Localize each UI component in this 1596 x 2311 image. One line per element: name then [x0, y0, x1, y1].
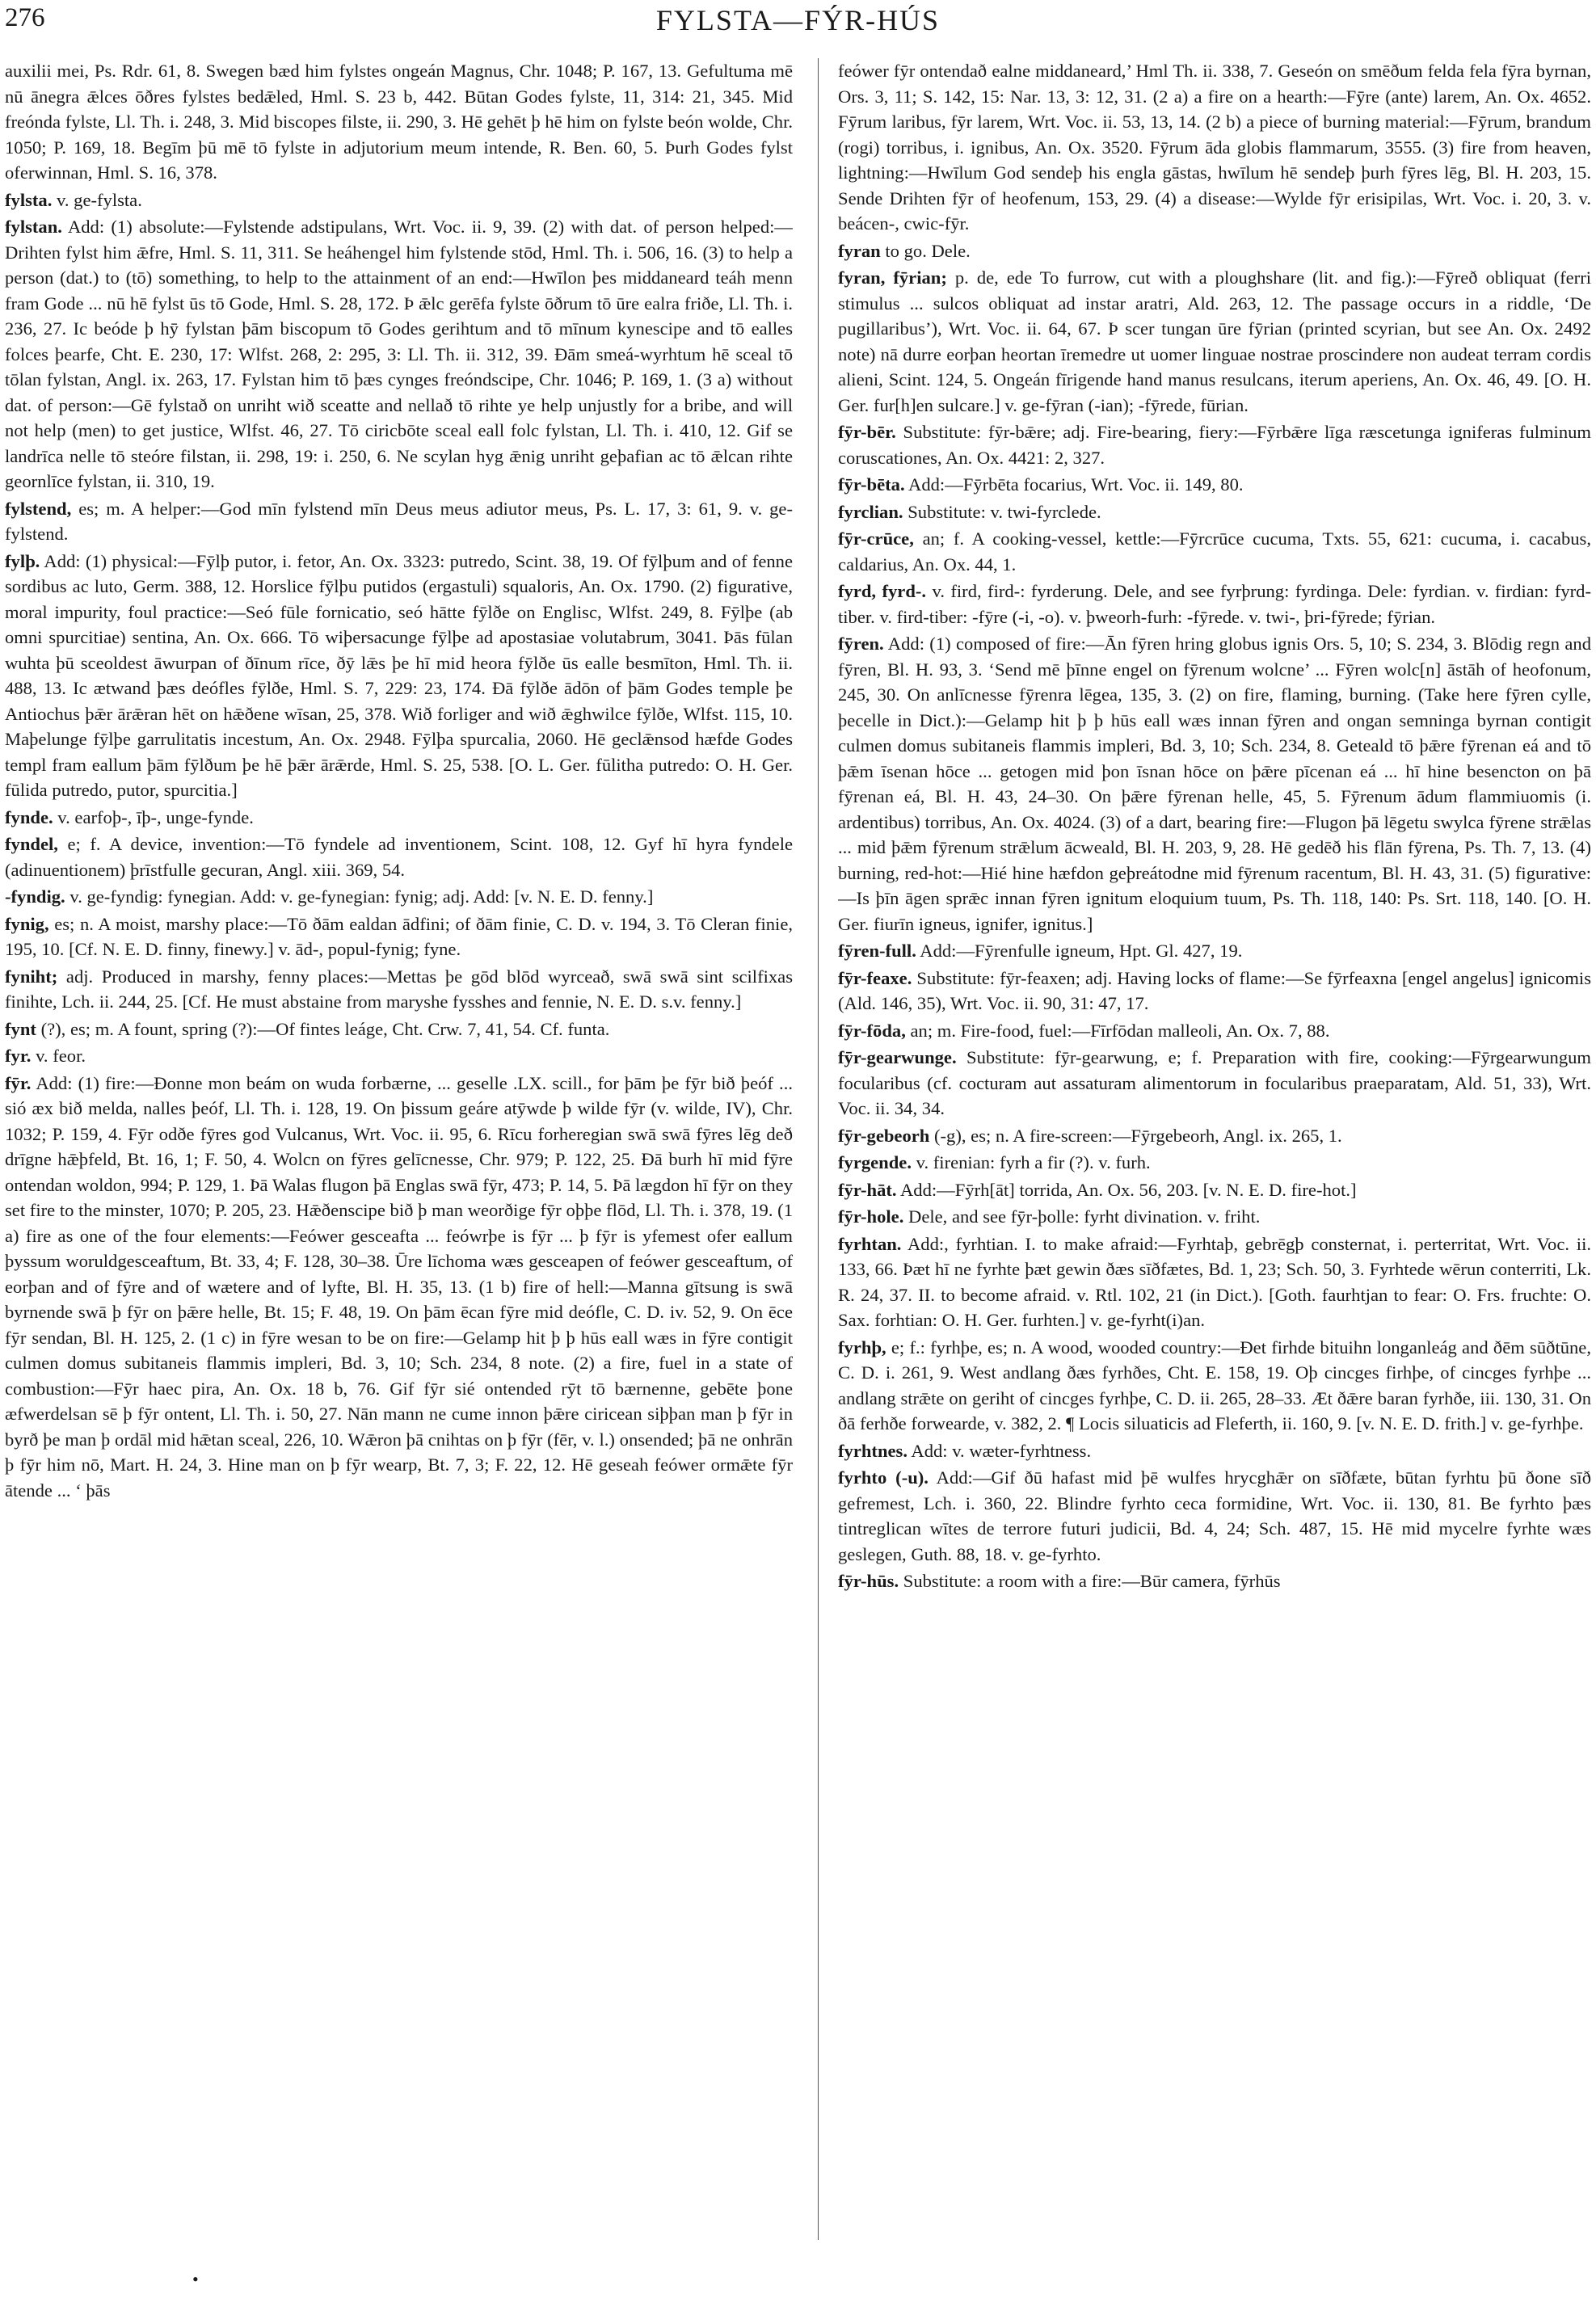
column-divider — [818, 58, 819, 2240]
entry-headword: fȳr-hāt. — [838, 1179, 897, 1200]
entry-headword: fynde. — [5, 806, 53, 827]
dictionary-entry — [838, 1231, 1591, 1333]
entry-headword: fȳr-bēta. — [838, 474, 905, 495]
dictionary-entry — [838, 499, 1591, 525]
dictionary-entry — [838, 1123, 1591, 1149]
dictionary-entry — [838, 238, 1591, 264]
entry-definition: Add:—Fȳrenfulle igneum, Hpt. Gl. 427, 19. — [920, 941, 1243, 961]
dictionary-entry — [838, 419, 1591, 470]
entry-headword: fynt — [5, 1018, 36, 1039]
dictionary-entry — [838, 1045, 1591, 1122]
entry-definition: es; n. A moist, marshy place:—Tō ðām ealdan ādfini; of ðām finie, C. D. v. 194, 3. Tō Cleran finie, 195, 10. [Cf. N. E. D. finny, finewy.] v. ād-, popul-fynig; fyne. — [5, 913, 793, 959]
entry-headword: fyrgende. — [838, 1152, 912, 1172]
entry-definition: Substitute: a room with a fire:—Būr camera, fȳrhūs — [903, 1571, 1281, 1591]
entry-headword: fynig, — [5, 913, 49, 934]
entry-definition: Substitute: v. twi-fyrclede. — [907, 501, 1101, 522]
entry-definition: an; f. A cooking-vessel, kettle:—Fȳrcrūce cucuma, Txts. 55, 621: cucuma, i. cacabus, caldarius, An. Ox. 44, 1. — [838, 528, 1591, 575]
entry-headword: fyndel, — [5, 834, 58, 854]
dictionary-entry — [838, 526, 1591, 577]
entry-headword: fyrhþ, — [838, 1337, 886, 1358]
running-head-title: FYLSTA—FÝR-HÚS — [655, 4, 941, 36]
page-number: 276 — [5, 3, 45, 32]
entry-definition: v. firenian: fyrh a fir (?). v. furh. — [916, 1152, 1151, 1172]
dictionary-entry — [838, 58, 1591, 237]
entry-headword: fȳr-fōda, — [838, 1020, 906, 1041]
entry-definition: auxilii mei, Ps. Rdr. 61, 8. Swegen bæd him fylstes ongeán Magnus, Chr. 1048; P. 167, 13. Gefultuma mē nū ānegra ǣlces ōðres fylstes bedǣled, Hml. S. 23 b, 442. Būtan Godes fylste, 11, 314: 21, 345. Mid freónda fylste, Ll. Th. i. 248, 3. Mid biscopes filste, ii. 290, 3. Hē gehēt þ hē him on fylste beón wolde, Chr. 1050; P. 169, 18. Begīm þū mē tō fylste in adjutorium meum intende, R. Ben. 60, 5. Þurh Godes fylst oferwinnan, Hml. S. 16, 378. — [5, 61, 793, 183]
entry-definition: Add: (1) absolute:—Fylstende adstipulans, Wrt. Voc. ii. 9, 39. (2) with dat. of person helped:—Drihten fylst him ǣfre, Hml. S. 11, 311. Se heáhengel him fylstende stōd, Hml. Th. i. 506, 16. (3) to help a person (dat.) to (tō) something, to help to the attainment of an end:—Hwīlon þes middaneard teáh menn fram Gode ... nū hē fylst ūs tō Gode, Hml. S. 28, 172. Þ ǣlc gerēfa fylste ōðrum tō ūre ealra friðe, Ll. Th. i. 236, 27. Ic beóde þ hȳ fylstan þām biscopum tō Godes gerihtum and tō mīnum kynescipe and tō ealles folces þearfe, Cht. E. 230, 17: Wlfst. 268, 2: 295, 3: Ll. Th. ii. 312, 39. Ðām smeá-wyrhtum hē sceal tō tōlan fylstan, Angl. ix. 263, 17. Fylstan him tō þæs cynges freóndscipe, Chr. 1046; P. 169, 1. (3 a) without dat. of person:—Gē fylstað on unriht wið sceatte and nellað tō rihte ye help unjustly for a bribe, and will not help (men) to get justice, Wlfst. 46, 27. Tō ciricbōte sceal eall folc fylstan, Ll. Th. i. 410, 12. Gif se landrīca nelle tō steóre filstan, ii. 298, 19: i. 250, 6. Ne scylan hyg ǣnig unriht geþafian ac tō ǣlcan rihte geornlīce fylstan, ii. 310, 19. — [5, 217, 793, 491]
dictionary-entry — [5, 1017, 793, 1042]
dictionary-entry — [838, 1465, 1591, 1567]
entry-definition: Substitute: fȳr-gearwung, e; f. Preparation with fire, cooking:—Fȳrgearwungum focularibus (cf. cocturam aut assaturam alimentorum in focularibus praeparatam, Ald. 51, 33), Wrt. Voc. ii. 34, 34. — [838, 1047, 1591, 1118]
entry-headword: fȳr-gebeorh — [838, 1125, 930, 1146]
entry-headword: fyniht; — [5, 966, 58, 987]
left-column — [5, 58, 793, 2240]
entry-headword: fȳr-gearwunge. — [838, 1047, 957, 1067]
entry-headword: fylsta. — [5, 189, 53, 210]
dictionary-entry — [5, 911, 793, 962]
dictionary-entry — [5, 831, 793, 882]
entry-definition: feówer fȳr ontendað ealne middaneard,’ Hml Th. ii. 338, 7. Geseón on smēðum felda fela fȳra byrnan, Ors. 3, 11; S. 142, 15: Nar. 13, 3: 12, 31. (2 a) a fire on a hearth:—Fȳre (ante) larem, An. Ox. 4652. Fȳrum laribus, fȳr larem, Wrt. Voc. ii. 53, 13, 14. (2 b) a piece of burning material:—Fȳrum, brandum (rogi) torribus, i. ignibus, An. Ox. 3520. Fȳrum āda globis flammarum, 3555. (3) fire from heaven, lightning:—Hwīlum God sendeþ his engla gāstas, hwīlum hē sendeþ þurh fȳres lēg, Bl. H. 203, 15. Sende Drihten fȳr of heofenum, 153, 29. (4) a disease:—Wylde fȳr erisipilas, Wrt. Voc. i. 20, 3. v. beácen-, cwic-fȳr. — [838, 61, 1591, 234]
entry-headword: -fyndig. — [5, 886, 65, 907]
entry-headword: fȳr-hole. — [838, 1206, 904, 1227]
dictionary-entry — [5, 1071, 793, 1504]
dictionary-entry — [5, 884, 793, 910]
entry-headword: fyrclian. — [838, 501, 903, 522]
dictionary-entry — [838, 1335, 1591, 1437]
entry-definition: (-g), es; n. A fire-screen:—Fȳrgebeorh, Angl. ix. 265, 1. — [934, 1125, 1342, 1146]
page-header — [0, 0, 1596, 48]
entry-definition: v. feor. — [36, 1046, 86, 1066]
dictionary-entry — [5, 496, 793, 547]
entry-definition: (?), es; m. A fount, spring (?):—Of fintes leáge, Cht. Crw. 7, 41, 54. Cf. funta. — [40, 1018, 610, 1039]
entry-definition: v. ge-fylsta. — [57, 189, 142, 210]
entry-definition: Dele, and see fȳr-þolle: fyrht divination. v. friht. — [908, 1206, 1261, 1227]
dictionary-entry — [5, 549, 793, 803]
entry-definition: v. earfoþ-, īþ-, unge-fynde. — [57, 806, 254, 827]
entry-definition: Add:—Fȳrh[āt] torrida, An. Ox. 56, 203. [v. N. E. D. fire-hot.] — [899, 1179, 1357, 1200]
entry-headword: fȳren-full. — [838, 941, 916, 961]
entry-definition: to go. Dele. — [885, 240, 971, 261]
entry-headword: fȳr-hūs. — [838, 1571, 899, 1591]
dictionary-entry — [838, 966, 1591, 1017]
dictionary-entry — [5, 964, 793, 1015]
entry-headword: fyran, fȳrian; — [838, 267, 947, 288]
entry-headword: fyran — [838, 240, 881, 261]
entry-headword: fȳr-bēr. — [838, 422, 896, 442]
entry-headword: fyr. — [5, 1046, 32, 1066]
dictionary-entry — [5, 187, 793, 213]
entry-headword: fȳr-crūce, — [838, 528, 914, 549]
entry-headword: fyrhtan. — [838, 1233, 902, 1254]
entry-headword: fyrhto (-u). — [838, 1467, 929, 1488]
entry-headword: fylstend, — [5, 498, 72, 519]
entry-definition: v. fird, fird-: fyrderung. Dele, and see fyrþrung: fyrdinga. Dele: fyrdian. v. firdian: fyrd-tiber. v. fird-tiber: -fȳre (-i, -o). v. þweorh-furh: -fȳrede. v. twi-, þri-fȳrede; fȳrian. — [838, 581, 1591, 627]
dictionary-entry — [838, 1204, 1591, 1230]
entry-definition: an; m. Fire-food, fuel:—Fīrfōdan malleoli, An. Ox. 7, 88. — [910, 1020, 1330, 1041]
entry-definition: Add:—Fȳrbēta focarius, Wrt. Voc. ii. 149, 80. — [908, 474, 1244, 495]
entry-headword: fȳr-feaxe. — [838, 967, 912, 988]
dictionary-entry — [838, 1568, 1591, 1594]
entry-definition: Substitute: fȳr-bǣre; adj. Fire-bearing, fiery:—Fȳrbǣre līga ræscetunga igniferas fulminum coruscationes, An. Ox. 4421: 2, 327. — [838, 422, 1591, 468]
dictionary-entry — [838, 1018, 1591, 1044]
dictionary-entry — [838, 472, 1591, 498]
entry-headword: fȳren. — [838, 634, 884, 654]
entry-headword: fyrd, fyrd-. — [838, 581, 927, 601]
entry-definition: Add: (1) fire:—Ðonne mon beám on wuda forbærne, ... geselle .LX. scill., for þām þe fȳr bið þeóf ... sió æx bið melda, nalles þeóf, Ll. Th. i. 128, 19. On þissum geáre atȳwde þ wilde fȳr (v. wilde, IV), Chr. 1032; P. 159, 4. Fȳr odðe fȳres god Vulcanus, Wrt. Voc. ii. 95, 6. Rīcu forheregian swā swā fȳres lēg deð drīgne hǣþfeld, Bt. 16, 1; F. 50, 4. Wolcn on fȳres gelīcnesse, Chr. 979; P. 122, 25. Ðā burh hī mid fȳre ontendan woldon, 994; P. 129, 1. Þā Walas flugon þā Englas swā fȳr, 473; P. 14, 5. Þā lægdon hī fȳr on they set fire to the minster, 1070; P. 205, 23. Hǣðenscipe bið þ man weorðige fȳr oþþe flōd, Ll. Th. i. 378, 19. (1 a) fire as one of the four elements:—Feówer gesceafta ... feówrþe is fȳr ... þ fȳr is yfemest ofer eallum þyssum woruldgesceaftum, Bt. 33, 4; F. 128, 30–38. Ūre līchoma wæs gesceapen of feówer gesceaftum, of eorþan and of fȳre and of wætere and of lyfte, Bl. H. 35, 13. (1 b) fire of hell:—Manna gītsung is swā byrnende swā þ fȳr on þǣre helle, Bt. 15; F. 48, 19. On þām ēcan fȳre mid deófle, C. D. iv. 52, 9. On ēce fȳr sendan, Bl. H. 125, 2. (1 c) in fȳre wesan to be on fire:—Gelamp hit þ þ hūs eall wæs in fȳre contigit culmen domus subitaneis flammis impleri, Bd. 3, 10; Sch. 234, 8 note. (2) a fire, fuel in a state of combustion:—Fȳr haec pira, An. Ox. 18 b, 76. Gif fȳr sié ontended rȳt tō bærnenne, gebēte þone æfwerdelsan sē þ fȳr ontent, Ll. Th. i. 50, 27. Nān mann ne cume innon þǣre ciricean siþþan man þ fȳr in byrð þe man þ ordāl mid hǣtan sceal, 226, 10. Wǣron þā cnihtas on þ fȳr (fēr, v. l.) onsended; þā ne onhrān þ fȳr him nō, Mart. H. 24, 3. Hine man on þ fȳr wearp, Bt. 7, 3; F. 22, 12. Hē geseah feówer ormǣte fȳr ātende ... ‘ þās — [5, 1072, 793, 1501]
dictionary-entry — [838, 631, 1591, 937]
entry-headword: fyrhtnes. — [838, 1440, 907, 1461]
entry-definition: es; m. A helper:—God mīn fylstend mīn Deus meus adiutor meus, Ps. L. 17, 3: 61, 9. v. ge-fylstend. — [5, 498, 793, 544]
dictionary-entry — [838, 1177, 1591, 1203]
entry-headword: fȳr. — [5, 1072, 32, 1093]
entry-headword: fylþ. — [5, 550, 40, 571]
entry-headword: fylstan. — [5, 217, 62, 237]
entry-definition: Add: (1) physical:—Fȳlþ putor, i. fetor, An. Ox. 3323: putredo, Scint. 38, 19. Of fȳlþum and of fenne sordibus ac luto, Germ. 388, 12. Horslice fȳlþu putidos (ergastuli) squaloris, An. Ox. 1790. (2) figurative, moral impurity, foul practice:—Seó fūle fornicatio, seó hātte fȳlðe on Englisc, Wlfst. 249, 8. Fȳlþe (ab omni spurcitiae) sentina, An. Ox. 666. Tō wiþersacunge fȳlþe ad apostasiae volutabrum, 3041. Þās fūlan wuhta þū sceoldest āwurpan of ðīnum rīce, ðȳ lǣs þe hī mid heora fȳlðe ūs ealle besmīton, Hml. Th. ii. 488, 13. Ic ætwand þæs deófles fȳlðe, Hml. S. 7, 229: 23, 174. Ðā fȳlðe ādōn of þām Godes temple þe Antiochus þǣr ārǣran hēt on hǣðene wīsan, 25, 378. Wið forliger and wið ǣghwilce fȳlðe, Wlfst. 115, 10. Maþelunge fȳlþe garrulitatis incestum, An. Ox. 2948. Fȳlþa spurcalia, 2060. Hē geclǣnsod hæfde Godes templ fram eallum þām fȳlðum þe hē þǣr ārǣrde, Hml. S. 25, 538. [O. L. Ger. fūlitha putredo: O. H. Ger. fūlida putredo, putor, spurcitia.] — [5, 550, 793, 800]
dictionary-entry — [838, 1150, 1591, 1176]
entry-definition: e; f.: fyrhþe, es; n. A wood, wooded country:—Ðet firhde bituihn longanleág and ðēm sūðtūne, C. D. i. 261, 9. West andlang ðæs fyrhðes, Cht. E. 158, 19. Oþ cincges firhþe, of cincges fyrhþe ... andlang strǣte on geriht of cincges fyrhþe, C. D. ii. 265, 28–33. Æt ðǣre baran fyrhðe, iii. 130, 31. On ðā ferhðe forwearde, v. 382, 2. ¶ Locis siluaticis ad Fleferth, ii. 160, 9. [v. N. E. D. frith.] v. ge-fyrhþe. — [838, 1337, 1591, 1433]
entry-definition: p. de, ede To furrow, cut with a ploughshare (lit. and fig.):—Fȳreð obliquat (ferri stimulus ... sulcos obliquat ad instar aratri, Ald. 263, 12. The passage occurs in a riddle, ‘De pugillaribus’), Wrt. Voc. ii. 64, 67. Þ scer tungan ūre fȳrian (printed scyrian, but see An. Ox. 2492 note) nā durre eorþan heortan īremedre ut uomer linguae nostrae proscindere non audeat terram cordis alieni, Scint. 124, 5. Ongeán fīrigende hand manus resulcans, iterum aperiens, An. Ox. 46, 49. [O. H. Ger. fur[h]en sulcare.] v. ge-fȳran (-ian); -fȳrede, fūrian. — [838, 267, 1591, 415]
entry-definition: e; f. A device, invention:—Tō fyndele ad inventionem, Scint. 108, 12. Gyf hī hyra fyndele (adinuentionem) þrīstfulle gecuran, Angl. xiii. 369, 54. — [5, 834, 793, 880]
entry-definition: v. ge-fyndig: fynegian. Add: v. ge-fynegian: fynig; adj. Add: [v. N. E. D. fenny.] — [69, 886, 654, 907]
entry-definition: Add: v. wæter-fyrhtness. — [911, 1440, 1092, 1461]
footer-mark: • — [192, 2269, 199, 2289]
dictionary-entry — [838, 579, 1591, 629]
dictionary-entry — [838, 938, 1591, 964]
entry-definition: Substitute: fȳr-feaxen; adj. Having locks of flame:—Se fȳrfeaxna [engel angelus] ignicomis (Ald. 146, 35), Wrt. Voc. ii. 90, 31: 47, 17. — [838, 967, 1591, 1013]
dictionary-entry — [838, 265, 1591, 418]
dictionary-entry — [5, 805, 793, 831]
right-column — [838, 58, 1591, 2240]
entry-definition: Add:—Gif ðū hafast mid þē wulfes hrycghǣr on sīðfæte, būtan fyrhtu þū ðone sīð gefremest, Lch. i. 360, 22. Blindre fyrhto ceca formidine, Wrt. Voc. ii. 130, 81. Be fyrhto þæs tintreglican wītes de terrore futuri judicii, Bd. 4, 24; Sch. 487, 15. Hē mid mycelre fyrhte wæs geslegen, Guth. 88, 18. v. ge-fyrhto. — [838, 1467, 1591, 1564]
dictionary-entry — [5, 58, 793, 186]
entry-definition: adj. Produced in marshy, fenny places:—Mettas þe gōd blōd wyrceað, swā swā sint scilfixas finihte, Lch. ii. 244, 25. [Cf. He must abstaine from maryshe fysshes and fennie, N. E. D. s.v. fenny.] — [5, 966, 793, 1012]
dictionary-entry — [5, 214, 793, 495]
dictionary-entry — [838, 1438, 1591, 1464]
entry-definition: Add:, fyrhtian. I. to make afraid:—Fyrhtaþ, gebrēgþ consternat, i. perterritat, Wrt. Voc. ii. 133, 66. Þæt hī ne fyrhte þæt gewin ðæs sīðfætes, Bd. 1, 23; Sch. 50, 3. Fyrhtede wērun conterriti, Lk. R. 24, 37. II. to become afraid. v. Rtl. 102, 21 (in Dict.). [Goth. faurhtjan to fear: O. Frs. fruchte: O. Sax. forhtian: O. H. Ger. furhten.] v. ge-fyrht(i)an. — [838, 1233, 1591, 1330]
entry-definition: Add: (1) composed of fire:—Ān fȳren hring globus ignis Ors. 5, 10; S. 234, 3. Blōdig regn and fȳren, Bl. H. 93, 3. ‘Send mē þīnne engel on fȳrenum wolcne’ ... Fȳren wolc[n] āstāh of heofonum, 245, 30. On anlīcnesse fȳrenra lēgea, 135, 3. (2) on fire, flaming, burning. (Take here fȳren cylle, þecelle in Dict.):—Gelamp hit þ þ hūs eall wæs innan fȳren and ongan semninga byrnan contigit culmen domus subitaneis flammis impleri, Bd. 3, 10; Sch. 234, 8. Geteald tō þǣre fȳrenan eá and tō þǣm īsenan hōce ... getogen mid þon īsnan hōce on þǣre pīcenan eá ... hī hine besencton on þā fȳrenan eá, Bl. H. 43, 24–30. On þǣre fȳrenan helle, 45, 5. Fȳrenum ādum flammiuomis (i. ardentibus) torribus, An. Ox. 4024. (3) of a dart, bearing fire:—Flugon þā lēgetu swylca fȳrene strǣlas ... mid þǣm fȳrenum strǣlum ācweald, Bl. H. 203, 9, 28. Hē gedēð his flān fȳrena, Ps. Th. 7, 13. (4) burning, red-hot:—Hié hine hæfdon geþreátodne mid fȳrenum racentum, Bl. H. 43, 31. (5) figurative:—Is þīn āgen sprǣc innan fȳren ignitum eloquium tuum, Ps. Th. 118, 140: Ps. Srt. 118, 140. [O. H. Ger. fiurīn igneus, ignifer, ignitus.] — [838, 634, 1591, 934]
dictionary-entry — [5, 1043, 793, 1069]
